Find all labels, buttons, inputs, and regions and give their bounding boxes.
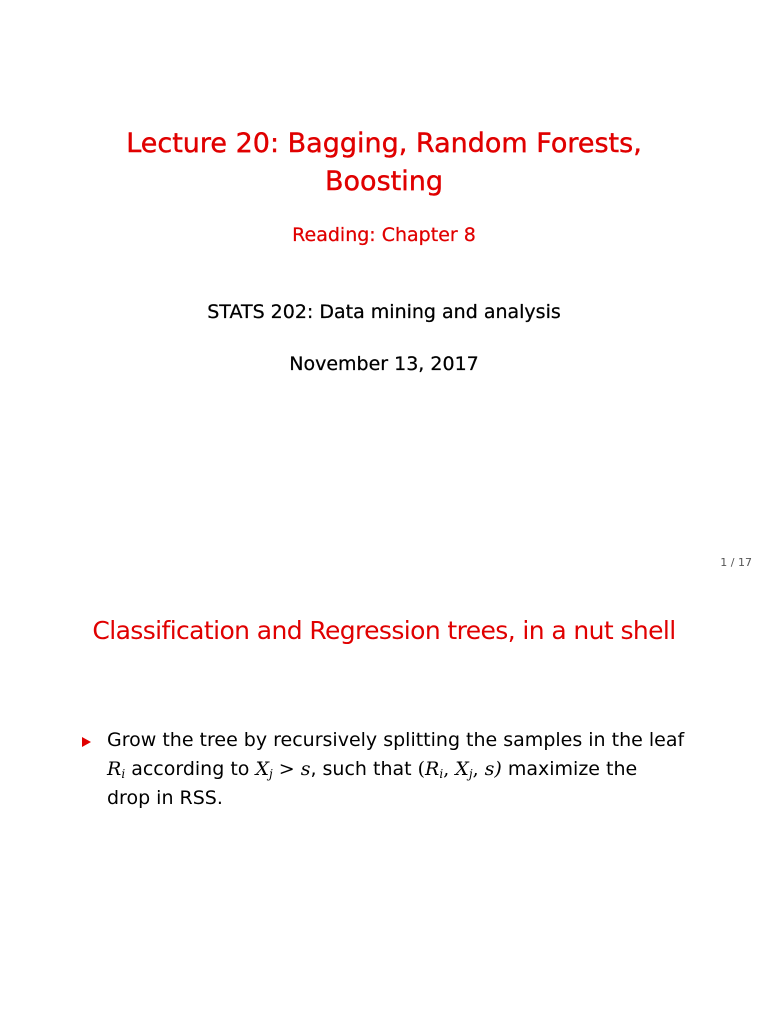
list-item [80,726,698,813]
frame-title: Classification and Regression trees, in a nut shell [92,616,676,645]
lecture-title-line-1: Lecture 20: Bagging, Random Forests, [126,128,642,159]
math-comma-2: , [472,758,485,780]
lecture-title [60,125,708,201]
red-triangle-bullet-icon [82,737,91,747]
bullet-text-line-3: drop in RSS. [107,787,223,809]
math-gt-s: > s [272,758,311,780]
math-symbol-x: X [255,758,269,780]
math-r-i [107,758,125,780]
title-block [60,125,708,201]
content-slide [0,576,768,1024]
math-tuple-subscript-j: j [468,767,473,781]
bullet-text-according-to: according to [125,758,256,780]
bullet-text-maximize: maximize the [501,758,638,780]
math-tuple-x: X [455,758,469,780]
math-subscript-i: i [121,767,126,781]
bullet-list [80,726,698,813]
math-symbol-r: R [107,758,122,780]
reading-assignment: Reading: Chapter 8 [292,224,476,246]
page-number: 1 / 17 [720,556,752,569]
math-tuple [418,758,502,780]
math-tuple-r: R [425,758,440,780]
lecture-title-line-2: Boosting [325,166,443,197]
bullet-text-line-1: Grow the tree by recursively splitting the samples in the leaf [107,729,685,751]
math-tuple-subscript-i: i [439,767,444,781]
math-comma-1: , [443,758,456,780]
course-name: STATS 202: Data mining and analysis [207,301,561,323]
math-xj-gt-s [255,758,310,780]
math-subscript-j: j [268,767,273,781]
math-s-close: s) [484,758,502,780]
math-open-paren: ( [417,758,426,780]
lecture-date: November 13, 2017 [289,353,479,375]
bullet-text-such-that: , such that [310,758,418,780]
